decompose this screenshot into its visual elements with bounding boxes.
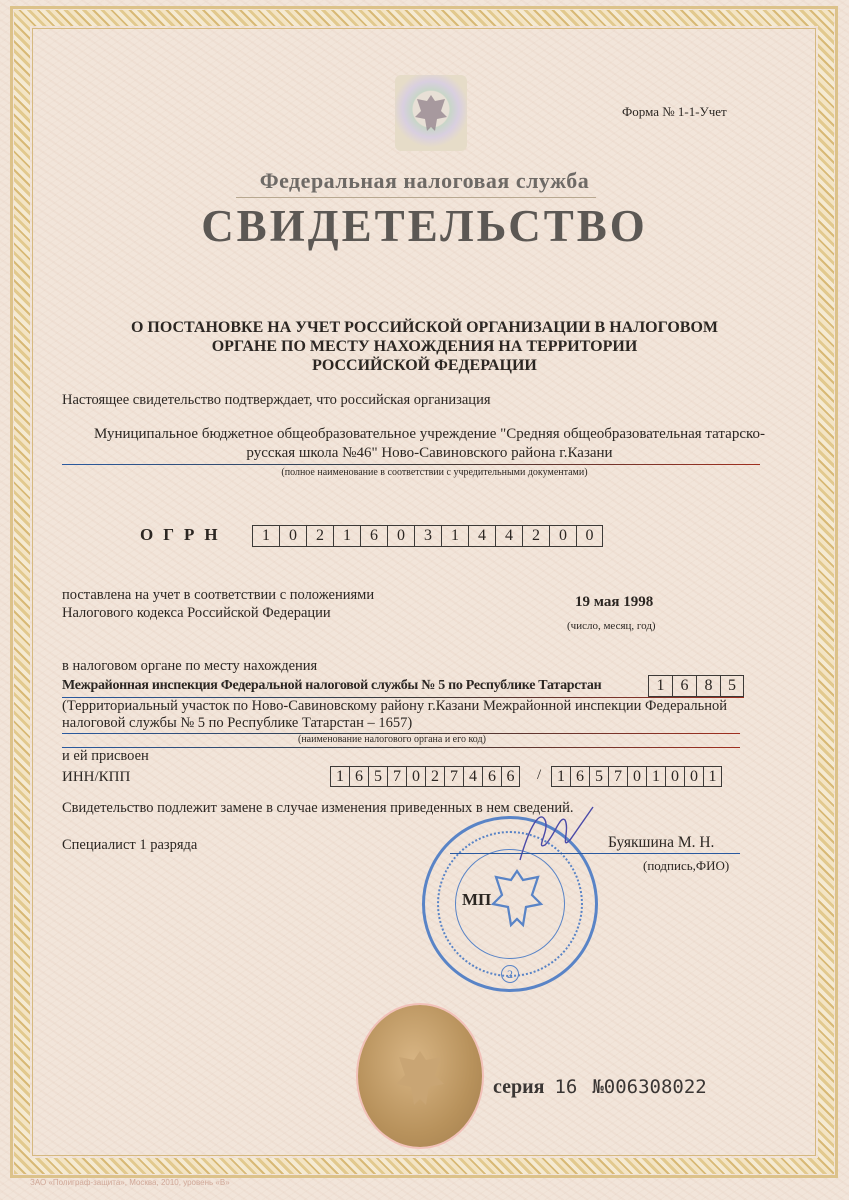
- document-type: СВИДЕТЕЛЬСТВО: [201, 201, 648, 251]
- digit-box: 8: [696, 675, 720, 697]
- assigned-text: и ей присвоен: [62, 748, 149, 764]
- authority-detail: [62, 698, 727, 732]
- digit-box: 4: [495, 525, 522, 547]
- digit-box: 6: [672, 675, 696, 697]
- digit-box: 1: [648, 675, 672, 697]
- org-name-line: русская школа №46" Ново-Савиновского района г.Казани: [246, 445, 613, 461]
- stamp-number: 2: [501, 965, 519, 983]
- digit-box: 1: [551, 766, 570, 787]
- digit-box: 1: [333, 525, 360, 547]
- digit-box: 0: [684, 766, 703, 787]
- digit-box: 1: [646, 766, 665, 787]
- signer-position: Специалист 1 разряда: [62, 837, 198, 853]
- authority-code-boxes: [648, 675, 744, 697]
- digit-box: 2: [522, 525, 549, 547]
- document-title: [0, 318, 849, 375]
- authority-detail-line: налоговой службы № 5 по Республике Татарстан – 1657): [62, 715, 413, 731]
- digit-box: 1: [441, 525, 468, 547]
- digit-box: 7: [387, 766, 406, 787]
- replacement-note: Свидетельство подлежит замене в случае изменения приведенных в нем сведений.: [62, 800, 574, 816]
- ogrn-label: ОГРН: [140, 525, 228, 544]
- digit-box: 0: [406, 766, 425, 787]
- title-line: ОРГАНЕ ПО МЕСТУ НАХОЖДЕНИЯ НА ТЕРРИТОРИИ: [211, 338, 638, 355]
- registration-line: поставлена на учет в соответствии с положениями: [62, 587, 375, 603]
- inn-digit-boxes: [330, 766, 520, 787]
- authority-intro: в налоговом органе по месту нахождения: [62, 658, 318, 674]
- kpp-digit-boxes: [551, 766, 722, 787]
- registration-line: Налогового кодекса Российской Федерации: [62, 605, 331, 621]
- org-name-caption: (полное наименование в соответствии с учредительными документами): [281, 467, 588, 478]
- authority-detail-line: (Территориальный участок по Ново-Савиновскому району г.Казани Межрайонной инспекции Федеральной: [62, 698, 727, 714]
- stamp-label: МП: [462, 890, 492, 909]
- org-name: [0, 425, 849, 463]
- eagle-emblem-icon: [411, 91, 451, 135]
- intro-text: Настоящее свидетельство подтверждает, что российская организация: [62, 392, 491, 408]
- digit-box: 0: [279, 525, 306, 547]
- digit-box: 1: [703, 766, 722, 787]
- digit-box: 0: [665, 766, 684, 787]
- underline: [62, 747, 740, 748]
- inn-kpp-separator: /: [537, 767, 542, 783]
- signer-name: Буякшина М. Н.: [608, 834, 715, 851]
- digit-box: 5: [720, 675, 744, 697]
- digit-box: 1: [252, 525, 279, 547]
- eagle-emblem-icon: [390, 1045, 450, 1111]
- digit-box: 0: [627, 766, 646, 787]
- digit-box: 5: [368, 766, 387, 787]
- form-number: Форма № 1-1-Учет: [622, 104, 727, 119]
- digit-box: 4: [463, 766, 482, 787]
- authority-name: Межрайонная инспекция Федеральной налоговой службы № 5 по Республике Татарстан: [62, 678, 602, 693]
- agency-name: Федеральная налоговая служба: [259, 168, 590, 193]
- registration-date: 19 мая 1998: [575, 594, 654, 610]
- org-name-line: Муниципальное бюджетное общеобразовательное учреждение "Средняя общеобразовательная татарско-: [93, 426, 765, 442]
- digit-box: 6: [349, 766, 368, 787]
- digit-box: 6: [482, 766, 501, 787]
- series-label: серия: [493, 1076, 545, 1098]
- digit-box: 6: [501, 766, 520, 787]
- document-number: №006308022: [592, 1076, 707, 1098]
- divider: [236, 197, 596, 198]
- serial-number: [493, 1076, 707, 1099]
- signature-line: [450, 853, 740, 854]
- digit-box: 7: [608, 766, 627, 787]
- signature-caption: (подпись,ФИО): [643, 858, 730, 873]
- digit-box: 5: [589, 766, 608, 787]
- digit-box: 3: [414, 525, 441, 547]
- digit-box: 0: [387, 525, 414, 547]
- authority-caption: (наименование налогового органа и его код): [298, 734, 486, 745]
- title-line: О ПОСТАНОВКЕ НА УЧЕТ РОССИЙСКОЙ ОРГАНИЗАЦИИ В НАЛОГОВОМ: [130, 319, 719, 336]
- printer-imprint: ЗАО «Полиграф-защита», Москва, 2010, уровень «В»: [30, 1178, 230, 1187]
- date-caption: (число, месяц, год): [567, 620, 656, 632]
- digit-box: 2: [306, 525, 333, 547]
- digit-box: 2: [425, 766, 444, 787]
- digit-box: 6: [360, 525, 387, 547]
- handwritten-signature: [515, 805, 595, 865]
- digit-box: 1: [330, 766, 349, 787]
- ogrn-digit-boxes: [252, 525, 603, 547]
- registration-text: [62, 586, 374, 622]
- gold-seal: [358, 1005, 482, 1147]
- digit-box: 7: [444, 766, 463, 787]
- hologram-emblem: [395, 75, 467, 151]
- title-line: РОССИЙСКОЙ ФЕДЕРАЦИИ: [312, 357, 537, 374]
- digit-box: 6: [570, 766, 589, 787]
- digit-box: 0: [576, 525, 603, 547]
- digit-box: 0: [549, 525, 576, 547]
- inn-kpp-label: ИНН/КПП: [62, 769, 131, 785]
- underline: [62, 464, 760, 465]
- eagle-emblem-icon: [487, 863, 547, 933]
- digit-box: 4: [468, 525, 495, 547]
- series-value: 16: [554, 1076, 578, 1098]
